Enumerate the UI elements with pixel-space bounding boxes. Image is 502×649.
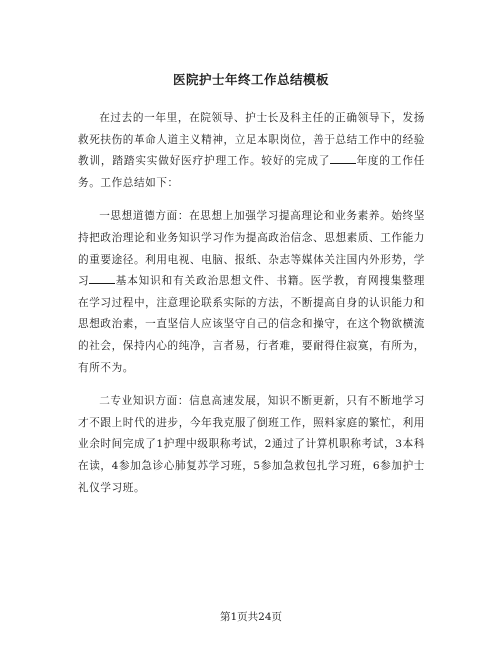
paragraph-intro-text-2: 年度的工作任务。工作总结如下：	[78, 155, 425, 189]
paragraph-ideology-text-1: 一思想道德方面：在思想上加强学习提高理论和业务素养。始终坚持把政治理论和业务知识学习作为提高政治信念、思想素质、工作能力的重要途径。利用电视、电脑、报纸、杂志等媒体关注国内外形势，学习	[78, 210, 426, 288]
fill-in-blank	[89, 273, 115, 284]
paragraph-professional	[78, 391, 425, 499]
document-title: 医院护士年终工作总结模板	[172, 72, 329, 87]
fill-in-blank	[330, 153, 356, 164]
paragraph-professional-text: 二专业知识方面：信息高速发展，知识不断更新，只有不断地学习才不跟上时代的进步，今年我克服了倒班工作，照料家庭的繁忙，利用业余时间完成了1护理中级职称考试，2通过了计算机职称考试，3本科在读，4参加急诊心肺复苏学习班，5参加急救包扎学习班，6参加护士礼仪学习班。	[78, 395, 426, 494]
page-number: 第1页共24页	[219, 611, 283, 623]
paragraph-ideology	[78, 206, 425, 379]
paragraph-intro	[78, 108, 425, 194]
document-body	[78, 108, 425, 511]
paragraph-ideology-text-2: 基本知识和有关政治思想文件、书籍。医学教，育网搜集整理在学习过程中，注意理论联系实际的方法，不断提高自身的认识能力和思想政治素，一直坚信人应该坚守自己的信念和操守，在这个物欲横流的社会，保持内心的纯净，言者易，行者难，要耐得住寂寞，有所为，有所不为。	[78, 275, 426, 374]
paragraph-intro-text-1: 在过去的一年里，在院领导、护士长及科主任的正确领导下，发扬救死扶伤的革命人道主义精神，立足本职岗位，善于总结工作中的经验教训，踏踏实实做好医疗护理工作。较好的完成了	[78, 112, 426, 168]
